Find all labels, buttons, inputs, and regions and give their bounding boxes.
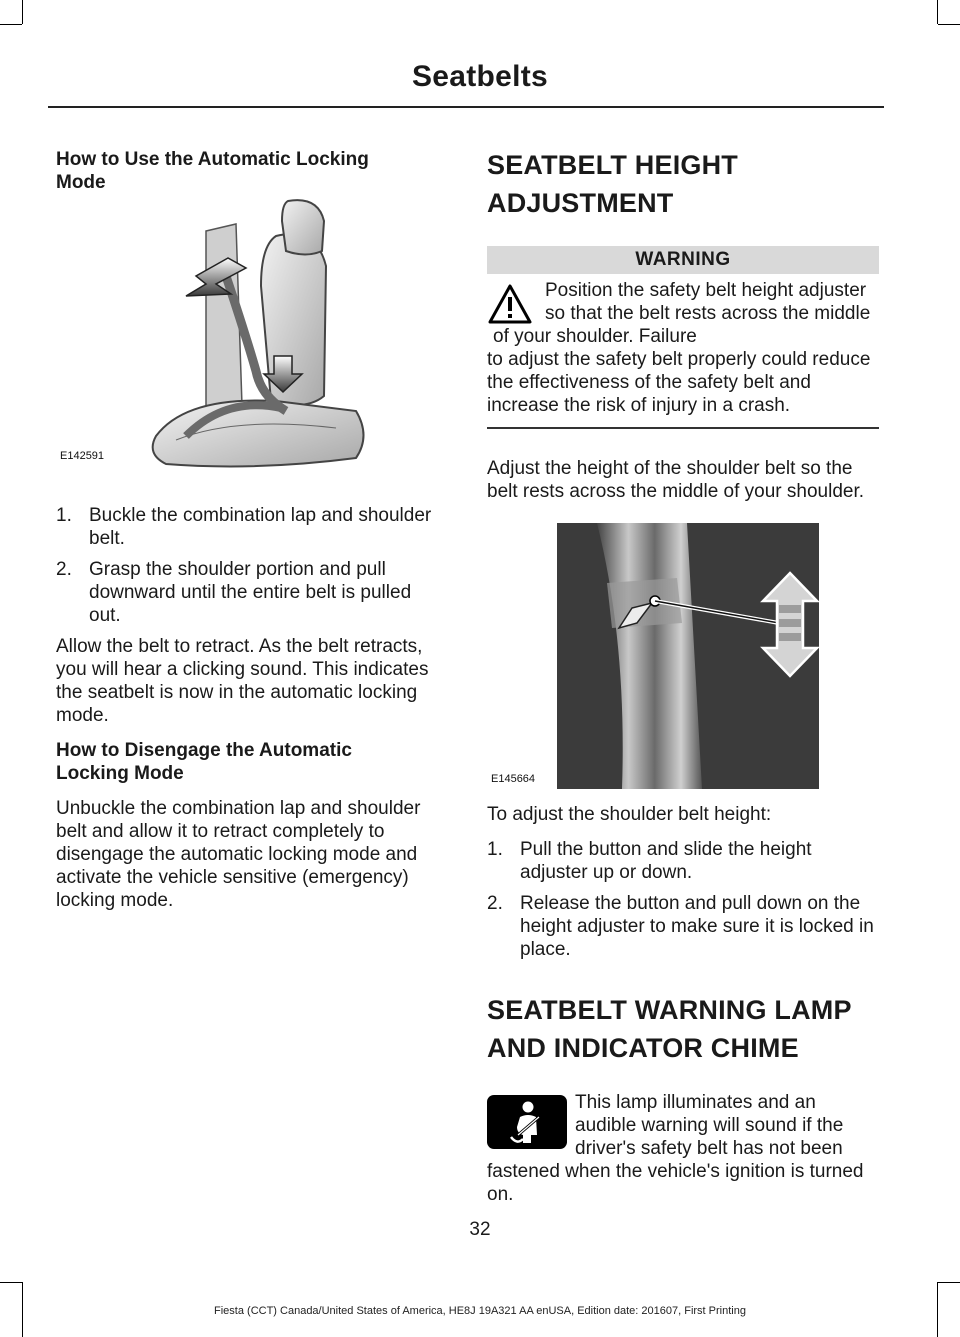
section-heading-warning-lamp: SEATBELT WARNING LAMP AND INDICATOR CHIME — [487, 995, 852, 1063]
crop-mark — [937, 0, 938, 24]
section-heading-height-adjustment: SEATBELT HEIGHT ADJUSTMENT — [487, 150, 738, 218]
seat-illustration — [56, 196, 446, 468]
seat-belt-pull-icon — [56, 196, 446, 468]
figure-id: E145664 — [491, 773, 536, 785]
section-heading-locking-mode: How to Use the Automatic Locking Mode — [56, 149, 369, 193]
warning-divider — [487, 427, 879, 429]
list-item: 1. Buckle the combination lap and shoulder belt. — [56, 505, 432, 549]
crop-mark — [938, 24, 960, 25]
height-adjuster-illustration — [487, 523, 879, 789]
crop-mark — [0, 1282, 22, 1283]
crop-mark — [938, 1282, 960, 1283]
height-adjuster-icon — [487, 523, 879, 789]
locking-steps-list — [56, 504, 446, 627]
left-column — [56, 140, 446, 912]
warning-text: Position the safety belt height adjuster so that the belt rests across the middle of your shoulder. Failure — [493, 280, 871, 347]
crop-mark — [0, 24, 22, 25]
warning-text-cont: to adjust the safety belt properly could reduce the effectiveness of the safety belt and increase the risk of injury in a crash. — [487, 349, 871, 416]
figure-id: E142591 — [60, 450, 105, 462]
crop-mark — [22, 0, 23, 24]
page-title: Seatbelts — [411, 60, 549, 93]
warning-body — [487, 279, 879, 417]
paragraph: Unbuckle the combination lap and shoulder belt and allow it to retract completely to disengage the automatic locking mode and activate the vehicle sensitive (emergency) locking mode. — [56, 798, 421, 911]
lamp-text-cont: fastened when the vehicle's ignition is turned on. — [487, 1161, 864, 1205]
adjust-steps-list — [487, 838, 879, 961]
section-heading-disengage: How to Disengage the Automatic Locking Mode — [56, 740, 352, 784]
list-item: 2. Release the button and pull down on the height adjuster to make sure it is locked in place. — [487, 893, 874, 960]
warning-label: WARNING — [487, 246, 879, 274]
seatbelt-lamp-icon — [487, 1095, 567, 1149]
list-item: 1. Pull the button and slide the height adjuster up or down. — [487, 839, 812, 883]
paragraph: Adjust the height of the shoulder belt so the belt rests across the middle of your shoulder. — [487, 458, 865, 502]
paragraph: To adjust the shoulder belt height: — [487, 804, 772, 825]
page-number: 32 — [469, 1219, 491, 1240]
list-item: 2. Grasp the shoulder portion and pull downward until the entire belt is pulled out. — [56, 559, 412, 626]
warning-triangle-icon — [487, 283, 533, 325]
header-divider — [48, 106, 884, 108]
lamp-body — [487, 1091, 879, 1206]
lamp-text: This lamp illuminates and an audible warning will sound if the driver's safety belt has not been — [575, 1092, 844, 1159]
edition-footer: Fiesta (CCT) Canada/United States of America, HE8J 19A321 AA enUSA, Edition date: 201607, First Printing — [214, 1305, 746, 1317]
paragraph: Allow the belt to retract. As the belt retracts, you will hear a clicking sound. This indicates the seatbelt is now in the automatic locking mode. — [56, 636, 429, 726]
right-column — [487, 140, 879, 1206]
